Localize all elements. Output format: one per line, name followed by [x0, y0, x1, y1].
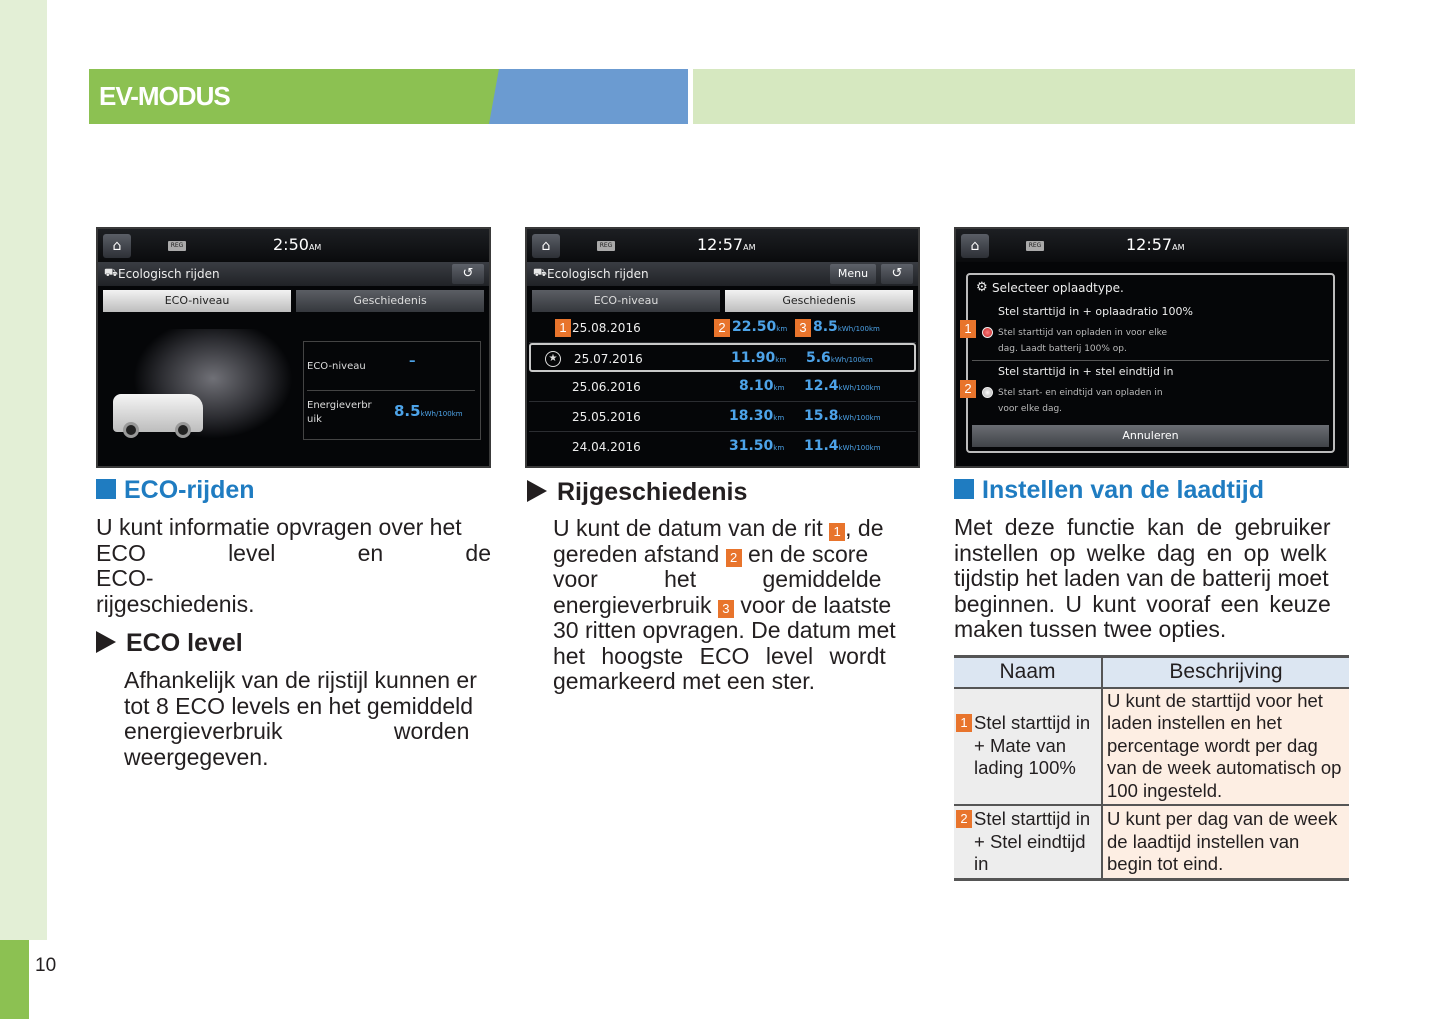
square-bullet-icon	[96, 479, 116, 499]
history-row	[529, 433, 916, 462]
row-score-value: 5.6	[806, 350, 831, 366]
cell-name-content	[956, 808, 1097, 876]
para-line: 30 ritten opvragen. De datum met	[553, 617, 896, 643]
back-icon: ↺	[452, 264, 484, 284]
star-icon: ★	[545, 351, 561, 367]
para-line: weergegeven.	[124, 743, 269, 770]
para-line: rijgeschiedenis.	[96, 590, 255, 617]
callout-badge-3: 3	[795, 319, 811, 337]
para-line: ECO level en de ECO-	[96, 539, 491, 591]
clock-ampm: AM	[308, 243, 322, 252]
clock	[697, 235, 755, 254]
energy-unit: kWh/100km	[420, 410, 463, 418]
table-cell-name	[954, 805, 1102, 879]
subheading-text: ECO level	[126, 629, 243, 657]
page-number: 10	[35, 955, 57, 976]
eco-level-subheading	[96, 629, 243, 658]
para-line: maken tussen twee opties.	[954, 616, 1227, 642]
option2-desc-line1: Stel start- en eindtijd van opladen in	[998, 388, 1163, 398]
option1-desc-line1: Stel starttijd van opladen in voor elke	[998, 328, 1168, 338]
row-date: 25.07.2016	[574, 352, 643, 366]
tab-geschiedenis: Geschiedenis	[725, 290, 913, 312]
para-line	[553, 516, 919, 542]
charge-options-table	[954, 655, 1349, 881]
row-distance-unit: km	[773, 414, 785, 422]
screen-title-bar	[98, 262, 489, 286]
charge-type-dialog	[966, 273, 1335, 453]
callout-badge-2: 2	[956, 810, 972, 828]
row-score-value: 11.4	[804, 438, 839, 454]
clock-time: 12:57	[1126, 235, 1173, 254]
row-distance	[731, 350, 786, 366]
row-score-unit: kWh/100km	[837, 325, 880, 333]
square-bullet-icon	[954, 479, 974, 499]
cell-text: Stel starttijd in + Stel eindtijd in	[974, 808, 1091, 874]
text-run: gereden afstand	[553, 540, 720, 567]
table-header-name: Naam	[954, 657, 1102, 688]
tab-geschiedenis: Geschiedenis	[296, 290, 484, 312]
car-icon: ⛟	[104, 266, 118, 279]
row-distance-unit: km	[776, 325, 788, 333]
row-distance	[732, 319, 787, 335]
row-date: 24.04.2016	[572, 440, 641, 454]
heading-text: ECO-rijden	[124, 476, 255, 504]
para-line: Met deze functie kan de gebruiker	[954, 514, 1331, 540]
menu-button-display: Menu	[830, 264, 876, 284]
row-score-unit: kWh/100km	[838, 384, 881, 392]
row-score-unit: kWh/100km	[838, 414, 881, 422]
triangle-bullet-icon	[527, 480, 547, 502]
row-distance-value: 11.90	[731, 350, 776, 366]
row-score-unit: kWh/100km	[838, 444, 881, 452]
eco-driving-paragraph	[96, 515, 491, 617]
para-line: gemarkeerd met een ster.	[553, 668, 816, 694]
row-distance	[739, 378, 784, 394]
para-line: energieverbruik worden	[124, 718, 470, 744]
status-bar	[98, 229, 489, 262]
energy-value	[394, 402, 463, 420]
row-distance-unit: km	[773, 384, 785, 392]
table-cell-description: U kunt per dag van de week de laadtijd instellen van begin tot eind.	[1102, 805, 1349, 879]
clock	[1126, 235, 1184, 254]
screen-title: Ecologisch rijden	[118, 267, 220, 281]
energy-label: Energieverbr uik	[307, 400, 372, 425]
row-score-value: 12.4	[804, 378, 839, 394]
para-line: beginnen. U kunt vooraf een keuze	[954, 590, 1331, 617]
callout-badge-1: 1	[829, 523, 845, 541]
row-date: 25.05.2016	[572, 410, 641, 424]
clock	[273, 235, 321, 254]
para-line: voor het gemiddelde	[553, 566, 882, 592]
para-line	[553, 542, 919, 568]
car-wheel-rear	[175, 422, 191, 438]
panel-divider	[307, 390, 475, 391]
option2-title: Stel starttijd in + stel eindtijd in	[998, 365, 1174, 378]
eco-level-paragraph	[124, 668, 491, 770]
text-run: U kunt de datum van de rit	[553, 515, 823, 541]
heading-text: Instellen van de laadtijd	[982, 476, 1265, 504]
history-row-best	[529, 343, 916, 372]
reg-indicator: REG	[1026, 241, 1044, 251]
row-distance-unit: km	[775, 356, 787, 364]
header-blue-band	[489, 69, 688, 124]
callout-badge-1: 1	[555, 319, 571, 337]
row-score	[813, 319, 880, 335]
tab-eco-niveau: ECO-niveau	[103, 290, 291, 312]
gear-icon: ⚙	[976, 280, 988, 295]
dialog-title: Selecteer oplaadtype.	[992, 281, 1124, 295]
cell-text: Stel starttijd in + Mate van lading 100%	[974, 712, 1091, 778]
table-header-description: Beschrijving	[1102, 657, 1349, 688]
tab-eco-niveau: ECO-niveau	[532, 290, 720, 312]
clock-time: 12:57	[697, 235, 744, 254]
car-icon: ⛟	[533, 266, 547, 279]
para-line: tot 8 ECO levels en het gemiddeld	[124, 692, 474, 719]
status-bar	[527, 229, 918, 262]
clock-time: 2:50	[273, 235, 309, 254]
reg-indicator: REG	[168, 241, 186, 251]
table-cell-description: U kunt de starttijd voor het laden instellen en het percentage wordt per dag van de week automatisch op 100 ingesteld.	[1102, 688, 1349, 806]
callout-badge-2: 2	[960, 380, 976, 398]
option1-radio	[982, 327, 993, 338]
history-subheading	[527, 478, 747, 507]
eco-level-label: ECO-niveau	[307, 361, 366, 372]
para-line	[553, 593, 919, 619]
option-divider	[972, 360, 1329, 361]
row-score-value: 15.8	[804, 408, 839, 424]
history-row	[529, 373, 916, 402]
callout-badge-2: 2	[726, 549, 742, 567]
option1-desc-line2: dag. Laadt batterij 100% op.	[998, 344, 1127, 354]
row-distance-value: 8.10	[739, 378, 774, 394]
side-tab	[0, 940, 29, 1019]
history-paragraph	[553, 516, 919, 695]
callout-badge-2: 2	[714, 319, 730, 337]
side-strip	[0, 0, 47, 940]
row-score-unit: kWh/100km	[830, 356, 873, 364]
history-row	[529, 314, 916, 343]
home-icon: ⌂	[961, 234, 989, 258]
header-light-band	[693, 69, 1355, 124]
para-line: het hoogste ECO level wordt	[553, 642, 886, 669]
screen-title: Ecologisch rijden	[547, 267, 649, 281]
table-cell-name	[954, 688, 1102, 806]
row-score	[804, 378, 881, 394]
row-score	[804, 438, 881, 454]
triangle-bullet-icon	[96, 631, 116, 653]
row-date: 25.06.2016	[572, 380, 641, 394]
text-run: voor de laatste	[740, 591, 892, 618]
section-title: EV-MODUS	[99, 81, 230, 111]
clock-ampm: AM	[743, 243, 756, 252]
row-distance	[729, 438, 784, 454]
row-distance-value: 18.30	[729, 408, 774, 424]
energy-value-number: 8.5	[394, 402, 421, 420]
history-row	[529, 403, 916, 432]
table-row	[954, 805, 1349, 879]
screenshot-charge-type	[954, 227, 1349, 468]
row-distance-value: 31.50	[729, 438, 774, 454]
screenshot-history	[525, 227, 920, 468]
back-icon: ↺	[881, 264, 913, 284]
table-header-row	[954, 657, 1349, 688]
para-line: Afhankelijk van de rijstijl kunnen er	[124, 667, 477, 693]
callout-badge-3: 3	[718, 600, 734, 618]
para-line: U kunt informatie opvragen over het	[96, 514, 462, 540]
charge-time-paragraph	[954, 515, 1349, 643]
callout-badge-1: 1	[960, 320, 976, 338]
reg-indicator: REG	[597, 241, 615, 251]
text-run: en de score	[748, 540, 869, 567]
eco-driving-heading	[96, 476, 255, 505]
option1-title: Stel starttijd in + oplaadratio 100%	[998, 305, 1193, 318]
row-distance-unit: km	[773, 444, 785, 452]
row-distance-value: 22.50	[732, 319, 777, 335]
status-bar	[956, 229, 1347, 262]
eco-level-value: –	[409, 354, 416, 369]
text-run: energieverbruik	[553, 591, 712, 618]
home-icon: ⌂	[532, 234, 560, 258]
table-row	[954, 688, 1349, 806]
eco-info-panel	[303, 341, 481, 440]
para-line: instellen op welke dag en op welk	[954, 539, 1327, 566]
option2-radio	[982, 387, 993, 398]
option2-desc-line2: voor elke dag.	[998, 404, 1063, 414]
row-score	[806, 350, 873, 366]
cell-name-content	[956, 712, 1097, 780]
cancel-button-display: Annuleren	[972, 425, 1329, 447]
row-date: 25.08.2016	[572, 321, 641, 335]
text-run: , de	[845, 515, 884, 541]
screenshot-eco-level	[96, 227, 491, 468]
screen-title-bar	[527, 262, 918, 286]
row-distance	[729, 408, 784, 424]
callout-badge-1: 1	[956, 714, 972, 732]
para-line-justified	[96, 541, 491, 592]
subheading-text: Rijgeschiedenis	[557, 478, 748, 506]
charge-time-heading	[954, 476, 1264, 505]
section-header	[89, 69, 1355, 124]
row-score-value: 8.5	[813, 319, 838, 335]
clock-ampm: AM	[1172, 243, 1185, 252]
para-line: tijdstip het laden van de batterij moet	[954, 565, 1329, 591]
car-wheel-front	[123, 422, 139, 438]
car-graphic	[113, 394, 203, 432]
home-icon: ⌂	[103, 234, 131, 258]
row-score	[804, 408, 881, 424]
